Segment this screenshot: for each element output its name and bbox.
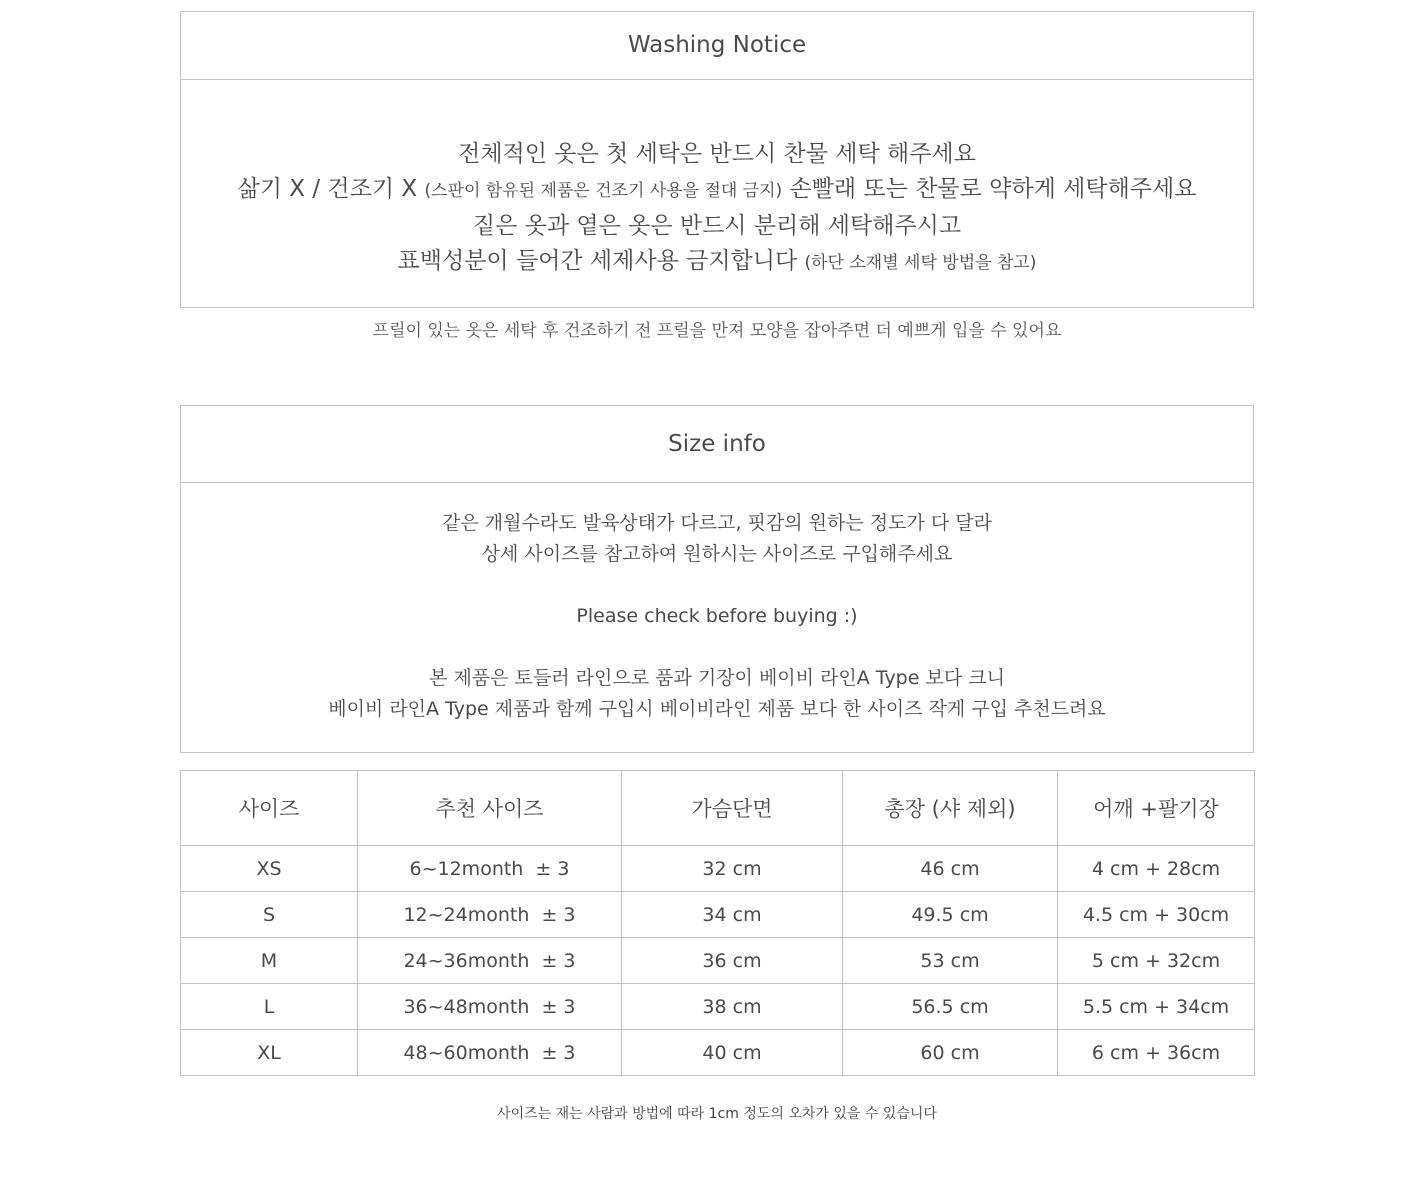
washing-line-2-main: 삶기 X / 건조기 X xyxy=(237,176,418,202)
size-tolerance-footnote: 사이즈는 재는 사람과 방법에 따라 1cm 정도의 오차가 있을 수 있습니다 xyxy=(497,1106,937,1122)
table-cell: 48~60month ± 3 xyxy=(358,1030,622,1076)
size-info-line-1: 같은 개월수라도 발육상태가 다르고, 핏감의 원하는 정도가 다 달라 xyxy=(442,512,992,534)
washing-line-2-end: 손빨래 또는 찬물로 약하게 세탁해주세요 xyxy=(789,176,1197,202)
washing-notice-title: Washing Notice xyxy=(181,12,1253,80)
washing-line-1: 전체적인 옷은 첫 세탁은 반드시 찬물 세탁 해주세요 xyxy=(458,141,976,167)
table-cell: 46 cm xyxy=(843,846,1058,892)
table-cell: M xyxy=(181,938,358,984)
size-table-header: 추천 사이즈 xyxy=(358,771,622,846)
washing-notice-box xyxy=(180,11,1254,308)
table-cell: 53 cm xyxy=(843,938,1058,984)
size-table xyxy=(180,770,1255,1076)
table-row xyxy=(181,892,1255,938)
table-cell: 38 cm xyxy=(622,984,843,1030)
washing-frill-note: 프릴이 있는 옷은 세탁 후 건조하기 전 프릴을 만져 모양을 잡아주면 더 예쁘게 입을 수 있어요 xyxy=(372,321,1062,341)
size-info-box xyxy=(180,405,1254,753)
washing-line-4-small: (하단 소재별 세탁 방법을 참고) xyxy=(804,253,1037,273)
size-info-line-4: 본 제품은 토들러 라인으로 품과 기장이 베이비 라인A Type 보다 크니 xyxy=(429,667,1005,689)
table-row xyxy=(181,846,1255,892)
table-cell: 34 cm xyxy=(622,892,843,938)
table-cell: 56.5 cm xyxy=(843,984,1058,1030)
table-row xyxy=(181,984,1255,1030)
table-cell: 5.5 cm + 34cm xyxy=(1058,984,1255,1030)
table-cell: 40 cm xyxy=(622,1030,843,1076)
size-info-body xyxy=(181,483,1253,725)
table-cell: XL xyxy=(181,1030,358,1076)
table-cell: 24~36month ± 3 xyxy=(358,938,622,984)
size-table-header-row xyxy=(181,771,1255,846)
table-cell: 5 cm + 32cm xyxy=(1058,938,1255,984)
size-table-header: 사이즈 xyxy=(181,771,358,846)
table-cell: 4.5 cm + 30cm xyxy=(1058,892,1255,938)
table-cell: 36 cm xyxy=(622,938,843,984)
table-cell: 36~48month ± 3 xyxy=(358,984,622,1030)
size-info-line-5: 베이비 라인A Type 제품과 함께 구입시 베이비라인 제품 보다 한 사이즈 작게 구입 추천드려요 xyxy=(328,698,1106,720)
table-row xyxy=(181,938,1255,984)
table-cell: L xyxy=(181,984,358,1030)
table-cell: 6~12month ± 3 xyxy=(358,846,622,892)
size-table-header: 어깨 +팔기장 xyxy=(1058,771,1255,846)
size-info-title: Size info xyxy=(181,406,1253,483)
washing-line-4 xyxy=(181,244,1253,281)
washing-line-2 xyxy=(181,172,1253,209)
size-table-header: 총장 (샤 제외) xyxy=(843,771,1058,846)
table-cell: S xyxy=(181,892,358,938)
size-info-line-2: 상세 사이즈를 참고하여 원하시는 사이즈로 구입해주세요 xyxy=(481,543,953,565)
size-table-header: 가슴단면 xyxy=(622,771,843,846)
table-cell: XS xyxy=(181,846,358,892)
washing-notice-body xyxy=(181,80,1253,281)
size-info-line-3: Please check before buying :) xyxy=(576,605,858,627)
table-cell: 4 cm + 28cm xyxy=(1058,846,1255,892)
washing-line-4-main: 표백성분이 들어간 세제사용 금지합니다 xyxy=(397,248,798,274)
table-cell: 60 cm xyxy=(843,1030,1058,1076)
washing-line-3: 짙은 옷과 옅은 옷은 반드시 분리해 세탁해주시고 xyxy=(472,213,962,239)
table-cell: 49.5 cm xyxy=(843,892,1058,938)
table-row xyxy=(181,1030,1255,1076)
table-cell: 12~24month ± 3 xyxy=(358,892,622,938)
washing-line-2-small: (스판이 함유된 제품은 건조기 사용을 절대 금지) xyxy=(424,181,783,201)
table-cell: 32 cm xyxy=(622,846,843,892)
table-cell: 6 cm + 36cm xyxy=(1058,1030,1255,1076)
